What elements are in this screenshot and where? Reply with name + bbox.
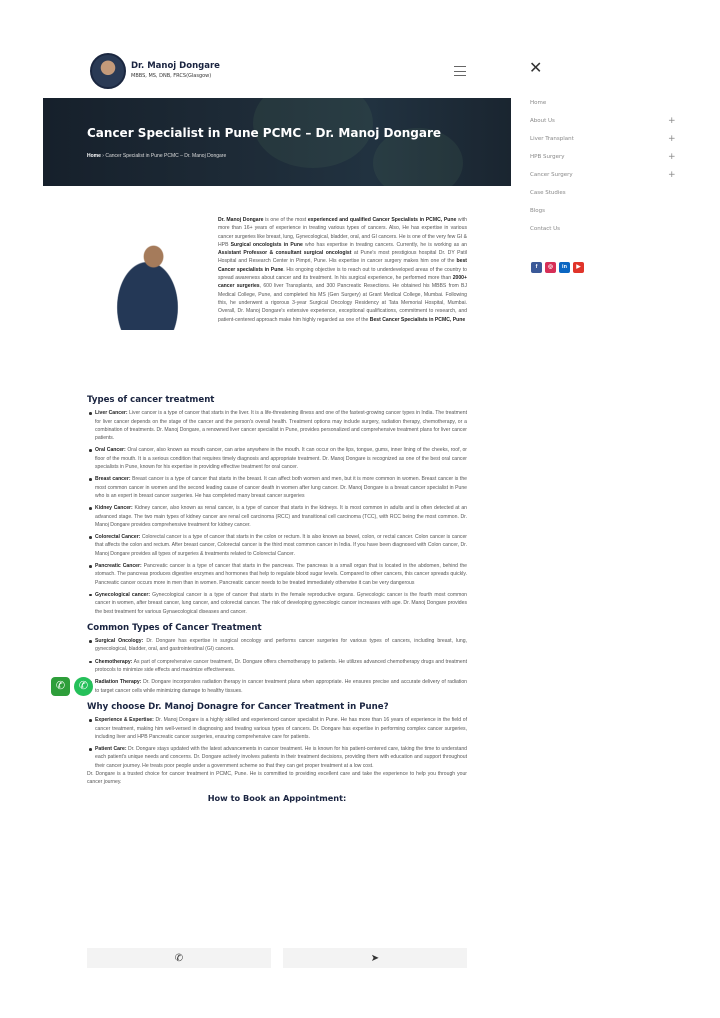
intro-text: , 600 liver Transplants, and 300 Pancreatic Resections. He obtained his MBBS from BJ Medical College, Pune, and completed his MS (Gen Surgery) at Grant Medical College, Mumbai. Following this, he underwent a rigorous 3-year Surgical Oncology Residency at Tata Memorial Hospital, Mumbai. Overall, Dr. Manoj Dongare's extensive experience, exceptional qualifications, commitment to research, and patient-centered approach make him highly regarded as one of the — [218, 283, 467, 323]
list-item — [87, 533, 467, 558]
list-item — [87, 446, 467, 471]
item-text: Pancreatic cancer is a type of cancer that starts in the pancreas. The pancreas is a small organ that is located in the abdomen, behind the stomach. The pancreas produces digestive enzymes and hormones that help to regulate blood sugar levels. Compared to other cancers, this cancer spreads quickly. Pancreatic cancer occurs more in men than in women. Pancreatic cancer needs to be treated immediately otherwise it can be very dangerous — [95, 563, 467, 586]
list-item — [87, 409, 467, 442]
closing-paragraph: Dr. Dongare is a trusted choice for cancer treatment in PCMC, Pune. He is committed to providing excellent care and take the experience to help you through your cancer journey. — [87, 770, 467, 786]
floating-phone-button[interactable] — [51, 677, 70, 696]
item-text: Dr. Dongare incorporates radiation therapy in cancer treatment plans when appropriate. He ensures precise and accurate delivery of radiation to target cancer cells while minimizing damage to healthy tissues. — [95, 679, 467, 694]
location-box[interactable] — [283, 948, 467, 968]
common-list — [87, 637, 467, 695]
youtube-icon[interactable]: ▶ — [573, 262, 584, 273]
intro-text: who has expertise in treating cancers. Currently, he is working as an — [302, 241, 467, 248]
list-item — [87, 591, 467, 616]
breadcrumb — [87, 153, 226, 159]
hamburger-icon[interactable] — [454, 66, 466, 76]
item-text: Dr. Dongare stays updated with the latest advancements in cancer treatment. He is known for his patient-centered care, taking the time to understand each patient's unique needs and concerns. Dr. Dongare actively involves patients in their treatment decisions, providing them with education and support throughout their cancer journey. He treats poor people under a government scheme so that they can get proper treatment at a low cost. — [95, 746, 467, 769]
item-text: Oral cancer, also known as mouth cancer, can arise anywhere in the mouth. It can occur on the lips, tongue, gums, inner lining of the cheeks, roof, or floor of the mouth. It is a serious condition that requires timely diagnosis and appropriate treatment. Dr. Manoj Dongare is recognized as one of the best oral cancer specialists in Pune, known for his expertise in providing effective treatment for oral cancer. — [95, 447, 468, 471]
item-text: Colorectal cancer is a type of cancer that starts in the colon or rectum. It is also known as bowel, colon, or rectal cancer. Colon cancer is cancer that affects the colon and rectum. After breast cancer, Colorectal cancer is the third most common cancer in India. If you have been diagnosed with Colon cancer, Dr. Manoj Dongare provides all types of surgeries & treatments related to Colorectal Cancer. — [95, 534, 468, 557]
close-icon[interactable]: ✕ — [529, 58, 543, 77]
facebook-icon[interactable]: f — [531, 262, 542, 273]
appointment-options — [87, 948, 467, 968]
item-term: Oral Cancer: — [95, 447, 126, 454]
intro-bold: 2000+ cancer surgeries — [218, 275, 467, 290]
item-term: Colorectal Cancer: — [95, 534, 141, 541]
item-term: Patient Care: — [95, 746, 127, 753]
intro-bold: Best Cancer Specialists in PCMC, Pune — [369, 316, 466, 323]
sidebar-item-case-studies[interactable]: Case Studies — [530, 190, 566, 196]
appointment-heading: How to Book an Appointment: — [207, 792, 347, 803]
item-term: Experience & Expertise: — [95, 717, 154, 724]
item-term: Surgical Oncology: — [95, 638, 144, 645]
site-header — [43, 48, 511, 94]
item-term: Breast cancer: — [95, 476, 131, 483]
item-text: Kidney cancer, also known as renal cancer, is a type of cancer that starts in the kidneys. It is most common in adults and is often detected at an advanced stage. The two main types of kidney cancer are renal cell carcinoma (RCC) and transitional cell carcinoma (TCC), with RCC being the most common. Dr. Manoj Dongare provides comprehensive treatment for kidney cancer. — [95, 505, 467, 528]
sidebar-item-home[interactable]: Home — [530, 100, 547, 106]
sidebar-item-liver-transplant[interactable]: Liver Transplant — [530, 136, 574, 142]
list-item — [87, 658, 467, 675]
intro-bold: Assistant Professor & consultant surgical oncologist — [218, 250, 352, 257]
why-list — [87, 716, 467, 770]
linkedin-icon[interactable]: in — [559, 262, 570, 273]
sidebar-item-cancer-surgery[interactable]: Cancer Surgery — [530, 172, 573, 178]
sidebar-item-hpb-surgery[interactable]: HPB Surgery — [530, 154, 565, 160]
floating-whatsapp-button[interactable] — [74, 677, 93, 696]
item-term: Liver Cancer: — [95, 410, 128, 417]
location-arrow-icon: ➤ — [370, 953, 380, 964]
expand-about-us-icon[interactable]: + — [668, 116, 676, 126]
expand-liver-transplant-icon[interactable]: + — [668, 134, 676, 144]
item-text: Dr. Manoj Dongare is a highly skilled and experienced cancer specialist in Pune. He has more than 16 years of experience in the field of cancer treatment, making him well-versed in diagnosing and treating various types of cancers. Dr. Dongare has expertise in performing complex cancer surgeries, including liver and HPB Pancreatic cancer surgeries, ensuring comprehensive care for patients. — [95, 717, 467, 740]
intro-text: is one of the most — [263, 217, 308, 223]
intro-paragraph — [218, 216, 467, 324]
intro-text: at Pune's most prestigious hospital Dr. DY Patil Hospital and Research Center in Pimpri, Pune. His expertise in cancer surgery makes him one of the — [218, 250, 467, 265]
list-item — [87, 745, 467, 770]
list-item — [87, 504, 467, 529]
list-item — [87, 678, 467, 695]
sidebar-item-blogs[interactable]: Blogs — [530, 208, 546, 214]
instagram-icon[interactable]: ◎ — [545, 262, 556, 273]
intro-bold: Dr. Manoj Dongare — [218, 217, 264, 223]
common-heading: Common Types of Cancer Treatment — [87, 622, 262, 633]
sidebar-item-about-us[interactable]: About Us — [530, 118, 555, 124]
item-term: Pancreatic Cancer: — [95, 563, 142, 570]
breadcrumb-current: Cancer Specialist in Pune PCMC – Dr. Manoj Dongare — [105, 153, 227, 159]
expand-cancer-surgery-icon[interactable]: + — [668, 170, 676, 180]
item-term: Radiation Therapy: — [95, 679, 142, 686]
intro-bold: Surgical oncologists in Pune — [230, 241, 303, 248]
doctor-credentials: MBBS, MS, DNB, FRCS(Glasgow) — [131, 73, 212, 79]
breadcrumb-home[interactable]: Home — [87, 153, 101, 159]
page-banner — [43, 98, 511, 186]
doctor-photo — [87, 217, 208, 330]
call-box[interactable] — [87, 948, 271, 968]
intro-text: . His ongoing objective is to reach out to underdeveloped areas of the country to spread awareness about cancer and its treatment. In his surgical experience, he performed more than — [218, 266, 467, 282]
phone-icon: ✆ — [174, 953, 184, 964]
item-text: As part of comprehensive cancer treatment, Dr. Dongare offers chemotherapy to patients. He utilizes advanced chemotherapy drugs and treatment protocols to minimize side effects and maximize effectiveness. — [95, 658, 467, 674]
list-item — [87, 475, 467, 500]
item-term: Chemotherapy: — [95, 658, 133, 665]
types-list — [87, 409, 467, 616]
doctor-avatar[interactable] — [90, 53, 126, 89]
doctor-name[interactable]: Dr. Manoj Dongare — [131, 61, 220, 71]
types-heading: Types of cancer treatment — [87, 395, 215, 405]
expand-hpb-surgery-icon[interactable]: + — [668, 152, 676, 162]
sidebar-item-contact-us[interactable]: Contact Us — [530, 226, 561, 232]
why-heading: Why choose Dr. Manoj Donagre for Cancer Treatment in Pune? — [87, 701, 389, 712]
list-item — [87, 637, 467, 654]
page-title: Cancer Specialist in Pune PCMC – Dr. Manoj Dongare — [87, 126, 442, 140]
list-item — [87, 716, 467, 741]
main-content — [87, 212, 467, 802]
intro-text: with more than 16+ years of experience in treating various types of cancers. Also, He has expertise in various cancer surgeries like breast, lung, Gynecological, bladder, oral, and GI cancers. He is one of the very few GI & HPB — [218, 217, 467, 248]
intro-bold: best Cancer specialists in Pune — [218, 258, 467, 273]
intro-bold: experienced and qualified Cancer Specialists in PCMC, Pune — [307, 217, 457, 223]
item-term: Gynecological cancer: — [95, 591, 151, 598]
item-text: Gynecological cancer is a type of cancer that starts in the female reproductive organs. Gynecologic cancer is the fourth most common cancer in women, after breast cancer, lung cancer, and colorectal cancer. The risk of developing gynecologic cancer increases with age. Dr. Manoj Dongare provides the best treatment for various Gynaecological diseases and cancer. — [95, 591, 467, 615]
list-item — [87, 562, 467, 587]
phone-icon: ✆ — [55, 680, 66, 692]
item-text: Dr. Dongare has expertise in surgical oncology and performs cancer surgeries for various types of cancers, including breast, lung, gynecological, bladder, oral, and gastrointestinal (GI) cancers. — [95, 638, 468, 653]
breadcrumb-separator: › — [100, 153, 106, 159]
whatsapp-icon: ✆ — [78, 680, 89, 692]
item-text: Breast cancer is a type of cancer that starts in the breast. It can affect both women and men, but it is more common in women. Breast cancer is the most common cancer in women and the second leading cause of cancer death in women after lung cancer. Dr. Manoj Dongare is a breast cancer specialist in Pune who is an expert in breast cancer surgeries. He has completed many breast cancer surgeries — [95, 476, 467, 499]
item-term: Kidney Cancer: — [95, 505, 133, 512]
item-text: Liver cancer is a type of cancer that starts in the liver. It is a life-threatening illness and one of the fastest-growing cancer types in India. The treatment for liver cancer depends on the stage of the cancer and the person's overall health. Treatment options may include surgery, radiation therapy, chemotherapy, or a combination of treatments. Dr. Manoj Dongare, a renowned liver cancer specialist in Pune, provides personalized and comprehensive treatment plans for liver cancer patients. — [95, 410, 468, 442]
intro-section — [87, 212, 467, 388]
